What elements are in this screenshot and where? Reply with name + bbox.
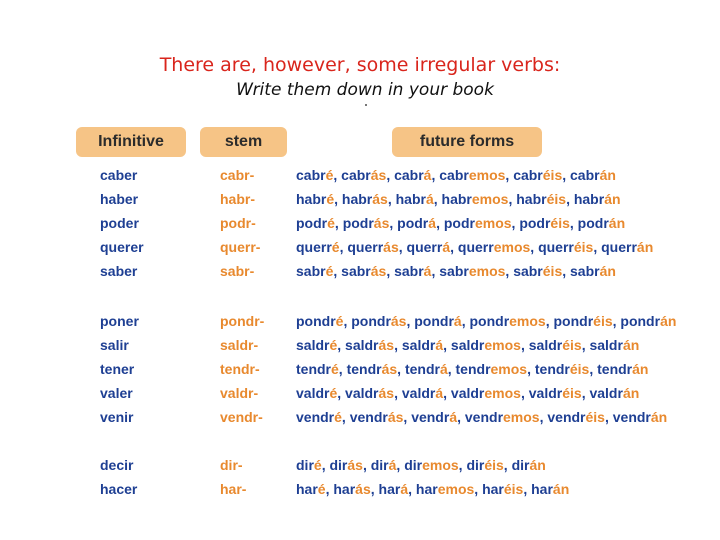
future-forms-cell: cabré, cabrás, cabrá, cabremos, cabréis, cabrán <box>296 167 616 183</box>
stem-cell: cabr- <box>220 167 255 183</box>
future-ending: ás <box>383 239 399 255</box>
future-ending: ás <box>372 191 388 207</box>
future-ending: é <box>325 263 334 279</box>
future-ending: é <box>327 215 335 231</box>
infinitive-cell: poner <box>100 313 139 329</box>
stem-cell: pondr- <box>220 313 265 329</box>
future-ending: emos <box>509 313 546 329</box>
future-forms-cell: haré, harás, hará, haremos, haréis, harán <box>296 481 570 497</box>
future-ending: éis <box>593 313 613 329</box>
future-forms-cell: vendré, vendrás, vendrá, vendremos, vendréis, vendrán <box>296 409 668 425</box>
future-ending: é <box>335 313 344 329</box>
infinitive-cell: venir <box>100 409 134 425</box>
future-ending: án <box>599 263 616 279</box>
future-ending: á <box>453 313 462 329</box>
future-ending: á <box>439 361 448 377</box>
future-ending: éis <box>503 481 524 497</box>
future-ending: éis <box>562 385 582 401</box>
infinitive-cell: valer <box>100 385 133 401</box>
future-ending: ás <box>378 337 395 353</box>
future-forms-cell: saldré, saldrás, saldrá, saldremos, saldréis, saldrán <box>296 337 640 353</box>
stray-dot <box>365 104 367 106</box>
future-ending: ás <box>387 409 404 425</box>
future-ending: á <box>388 457 397 473</box>
stem-cell: vendr- <box>220 409 263 425</box>
future-ending: emos <box>468 263 506 279</box>
future-ending: án <box>604 191 621 207</box>
future-ending: ás <box>390 313 407 329</box>
future-ending: éis <box>550 215 570 231</box>
future-ending: á <box>425 191 434 207</box>
stem-cell: podr- <box>220 215 256 231</box>
future-ending: éis <box>542 263 563 279</box>
future-ending: á <box>400 481 409 497</box>
infinitive-cell: decir <box>100 457 134 473</box>
future-ending: ás <box>347 457 363 473</box>
future-ending: é <box>329 385 338 401</box>
future-ending: á <box>428 215 437 231</box>
future-ending: é <box>331 239 340 255</box>
future-ending: án <box>636 239 654 255</box>
future-ending: é <box>325 167 334 183</box>
future-ending: á <box>423 263 432 279</box>
future-ending: á <box>449 409 458 425</box>
future-forms-cell: diré, dirás, dirá, diremos, diréis, dirán <box>296 457 546 473</box>
future-ending: é <box>326 191 335 207</box>
future-ending: é <box>313 457 322 473</box>
future-ending: emos <box>437 481 475 497</box>
page-title: There are, however, some irregular verbs: <box>159 54 561 76</box>
future-ending: emos <box>493 239 531 255</box>
future-ending: éis <box>546 191 567 207</box>
future-forms-cell: podré, podrás, podrá, podremos, podréis, podrán <box>296 215 626 231</box>
future-ending: é <box>329 337 338 353</box>
future-ending: é <box>317 481 326 497</box>
infinitive-cell: poder <box>100 215 139 231</box>
future-ending: éis <box>542 167 563 183</box>
future-forms-cell: pondré, pondrás, pondrá, pondremos, pondréis, pondrán <box>296 313 677 329</box>
infinitive-cell: querer <box>100 239 144 255</box>
stem-cell: sabr- <box>220 263 255 279</box>
stem-cell: valdr- <box>220 385 259 401</box>
future-ending: éis <box>484 457 504 473</box>
infinitive-cell: tener <box>100 361 135 377</box>
header-infinitive: Infinitive <box>76 127 186 157</box>
future-ending: éis <box>569 361 590 377</box>
stem-cell: habr- <box>220 191 255 207</box>
future-ending: ás <box>381 361 398 377</box>
infinitive-cell: salir <box>100 337 129 353</box>
stem-cell: saldr- <box>220 337 259 353</box>
future-forms-cell: valdré, valdrás, valdrá, valdremos, valdréis, valdrán <box>296 385 640 401</box>
infinitive-cell: caber <box>100 167 138 183</box>
future-ending: á <box>442 239 451 255</box>
infinitive-cell: saber <box>100 263 138 279</box>
future-ending: ás <box>355 481 371 497</box>
future-ending: ás <box>378 385 395 401</box>
future-ending: emos <box>474 215 512 231</box>
future-ending: án <box>599 167 616 183</box>
future-ending: á <box>435 337 444 353</box>
future-ending: éis <box>585 409 605 425</box>
future-forms-cell: habré, habrás, habrá, habremos, habréis, habrán <box>296 191 621 207</box>
future-ending: án <box>608 215 626 231</box>
future-ending: á <box>423 167 432 183</box>
future-ending: án <box>529 457 546 473</box>
future-ending: éis <box>573 239 594 255</box>
future-ending: án <box>622 337 640 353</box>
future-ending: emos <box>484 385 521 401</box>
future-ending: án <box>632 361 649 377</box>
future-forms-cell: sabré, sabrás, sabrá, sabremos, sabréis, sabrán <box>296 263 616 279</box>
infinitive-cell: hacer <box>100 481 138 497</box>
header-stem: stem <box>200 127 287 157</box>
future-ending: ás <box>370 167 387 183</box>
future-ending: emos <box>484 337 521 353</box>
future-ending: ás <box>373 215 390 231</box>
stem-cell: har- <box>220 481 247 497</box>
future-ending: emos <box>471 191 509 207</box>
infinitive-cell: haber <box>100 191 139 207</box>
future-forms-cell: tendré, tendrás, tendrá, tendremos, tendréis, tendrán <box>296 361 649 377</box>
stem-cell: dir- <box>220 457 243 473</box>
future-ending: án <box>650 409 668 425</box>
stem-cell: tendr- <box>220 361 260 377</box>
future-ending: é <box>331 361 339 377</box>
future-ending: án <box>552 481 570 497</box>
header-future-forms: future forms <box>392 127 542 157</box>
future-ending: éis <box>562 337 582 353</box>
future-ending: ás <box>370 263 387 279</box>
future-ending: emos <box>503 409 540 425</box>
future-forms-cell: querré, querrás, querrá, querremos, querréis, querrán <box>296 239 654 255</box>
future-ending: é <box>334 409 342 425</box>
future-ending: án <box>660 313 677 329</box>
future-ending: emos <box>422 457 459 473</box>
page-subtitle: Write them down in your book <box>236 80 494 100</box>
future-ending: á <box>435 385 444 401</box>
stem-cell: querr- <box>220 239 261 255</box>
future-ending: emos <box>468 167 506 183</box>
future-ending: emos <box>490 361 528 377</box>
future-ending: án <box>622 385 640 401</box>
